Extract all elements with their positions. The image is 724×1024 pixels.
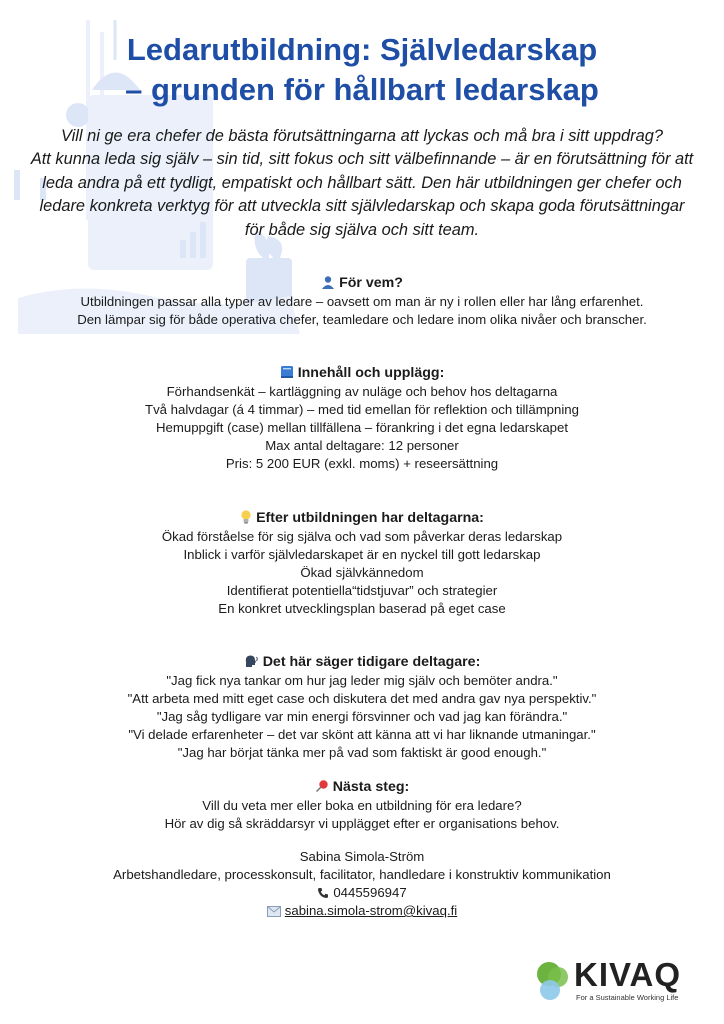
next-steps-heading: Nästa steg: [332, 779, 410, 795]
contact-block [0, 848, 724, 920]
for-whom-heading: För vem? [339, 275, 403, 291]
section-heading [0, 508, 724, 528]
section-testimonials [0, 652, 724, 762]
section-heading [0, 777, 724, 797]
book-icon [280, 365, 294, 379]
intro-line: leda andra på ett tydligt, empatiskt och hållbart sätt. Den här utbildningen ger chefer och [42, 173, 682, 192]
content-line: Två halvdagar (á 4 timmar) – med tid emellan för reflektion och tillämpning [145, 402, 579, 417]
for-whom-line: Utbildningen passar alla typer av ledare – oavsett om man är ny i rollen eller har lång erfarenhet. [80, 294, 644, 309]
next-steps-line: Hör av dig så skräddarsyr vi upplägget efter er organisations behov. [164, 816, 560, 831]
outcomes-line: Ökad förståelse för sig själva och vad som påverkar deras ledarskap [161, 529, 563, 544]
page-title [0, 30, 724, 110]
contact-phone[interactable]: 0445596947 [333, 885, 407, 900]
section-heading [0, 273, 724, 293]
outcomes-line: Ökad självkännedom [300, 565, 424, 580]
contact-role: Arbetshandledare, processkonsult, facilitator, handledare i konstruktiv kommunikation [113, 867, 611, 882]
logo-wordmark: KIVAQ [574, 956, 682, 993]
outcomes-line: Identifierat potentiella“tidstjuvar” och strategier [226, 583, 498, 598]
testimonial-quote: "Vi delade erfarenheter – det var skönt att känna att vi har liknande utmaningar." [128, 727, 596, 742]
speaking-head-icon [244, 654, 259, 668]
intro-line: ledare konkreta verktyg för att utveckla sitt självledarskap och skapa goda förutsättningar [39, 197, 685, 216]
testimonial-quote: "Jag fick nya tankar om hur jag leder mig själv och bemöter andra." [166, 673, 558, 688]
intro-line: Vill ni ge era chefer de bästa förutsättningarna att lyckas och må bra i sitt uppdrag? [61, 127, 663, 145]
testimonial-quote: "Jag såg tydligare var min energi försvinner och vad jag kan förändra." [156, 709, 568, 724]
envelope-icon [267, 906, 281, 917]
content-line: Pris: 5 200 EUR (exkl. moms) + reseersättning [225, 456, 499, 471]
section-outcomes [0, 508, 724, 618]
outcomes-line: En konkret utvecklingsplan baserad på eget case [218, 601, 506, 616]
contact-email-link[interactable]: sabina.simola-strom@kivaq.fi [284, 903, 458, 918]
testimonial-quote: "Jag har börjat tänka mer på vad som faktiskt är good enough." [177, 745, 547, 760]
intro-paragraph [30, 125, 694, 242]
pushpin-icon [315, 779, 329, 793]
section-heading [0, 652, 724, 672]
lightbulb-icon [240, 510, 252, 524]
content-line: Max antal deltagare: 12 personer [265, 438, 459, 453]
outcomes-heading: Efter utbildningen har deltagarna: [256, 510, 484, 526]
intro-line: för både sig själva och sitt team. [244, 220, 480, 239]
testimonial-quote: "Att arbeta med mitt eget case och diskutera det med andra gav nya perspektiv." [127, 691, 597, 706]
testimonials-heading: Det här säger tidigare deltagare: [262, 654, 481, 670]
outcomes-line: Inblick i varför självledarskapet är en nyckel till gott ledarskap [183, 547, 541, 562]
kivaq-logo [536, 957, 696, 1007]
content-line: Förhandsenkät – kartläggning av nuläge och behov hos deltagarna [166, 384, 558, 399]
title-line-1: Ledarutbildning: Självledarskap [126, 32, 598, 67]
content-heading: Innehåll och upplägg: [297, 365, 445, 381]
phone-icon [317, 887, 329, 899]
section-content [0, 363, 724, 473]
section-next-steps [0, 777, 724, 833]
for-whom-line: Den lämpar sig för både operativa chefer, teamledare och ledare inom olika nivåer och branscher. [77, 312, 647, 327]
section-heading [0, 363, 724, 383]
contact-phone-row [0, 884, 724, 902]
title-line-2: – grunden för hållbart ledarskap [125, 72, 599, 107]
person-icon [321, 275, 335, 289]
contact-name: Sabina Simola-Ström [299, 849, 425, 864]
section-for-whom [0, 273, 724, 329]
intro-line: Att kunna leda sig själv – sin tid, sitt fokus och sitt välbefinnande – är en förutsättning för att [30, 150, 694, 169]
logo-mark-icon [536, 959, 576, 1003]
contact-email-row [0, 902, 724, 920]
content-line: Hemuppgift (case) mellan tillfällena – förankring i det egna ledarskapet [156, 420, 568, 435]
logo-tagline: For a Sustainable Working Life [576, 993, 679, 1002]
next-steps-line: Vill du veta mer eller boka en utbildning för era ledare? [202, 798, 522, 813]
